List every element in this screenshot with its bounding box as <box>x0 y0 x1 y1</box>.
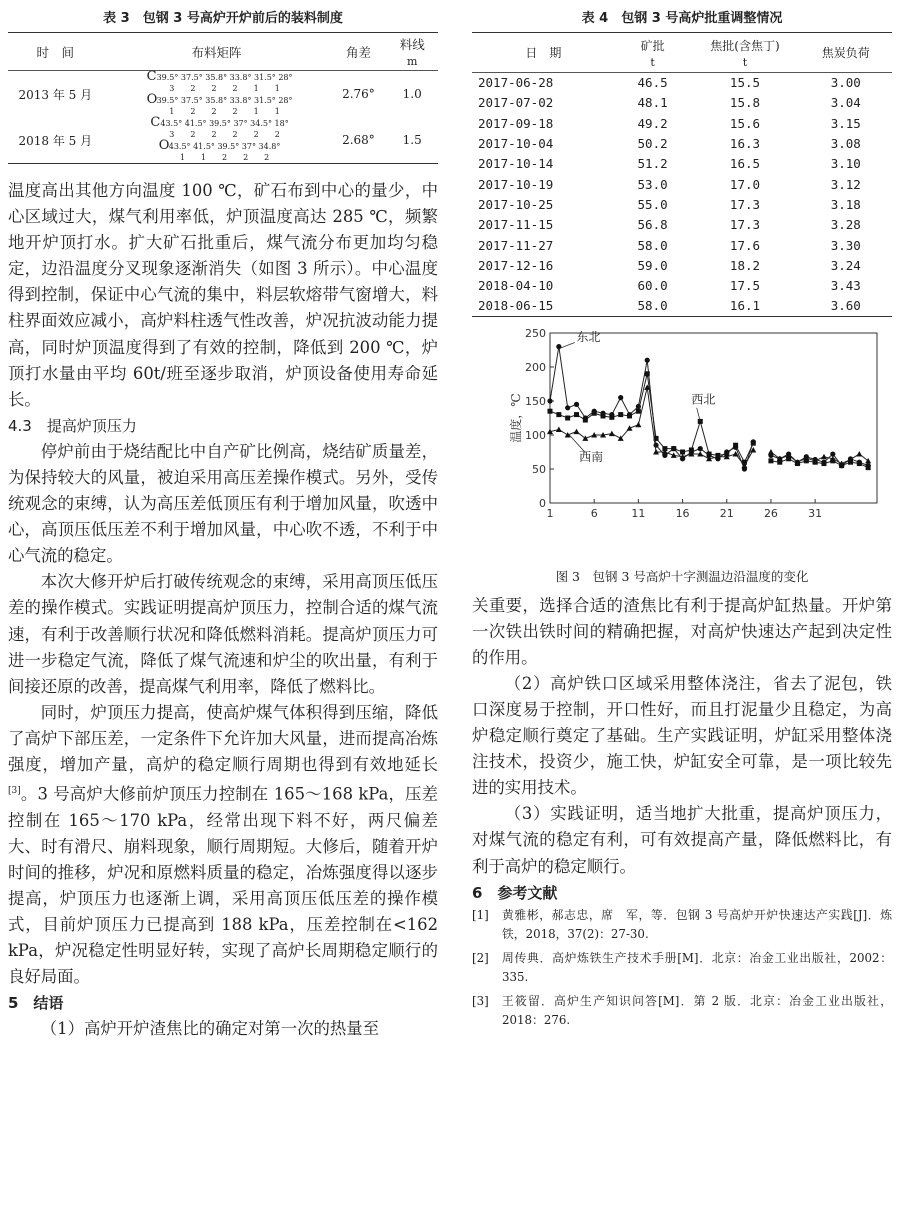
table-row <box>472 215 892 235</box>
table3-caption: 表 3 包钢 3 号高炉开炉前后的装料制度 <box>103 11 343 26</box>
series-label-dongbei: 东北 <box>576 329 601 344</box>
citation-ref[interactable]: [3] <box>8 786 21 797</box>
t4-ore: 53.0 <box>637 176 668 192</box>
figure-3 <box>472 325 892 565</box>
data-point <box>565 432 571 438</box>
data-point <box>821 461 826 466</box>
paragraph: 关重要，选择合适的渣焦比有利于提高炉缸热量。开炉第一次铁出铁时间的精确把握，对高炉快速达产起到决定性的作用。 <box>472 595 892 667</box>
right-column <box>472 0 892 1035</box>
t4-load: 3.00 <box>830 75 861 91</box>
section-heading-5 <box>8 990 438 1016</box>
t4-date: 2017-10-25 <box>478 196 554 212</box>
o-counts: 1 2 2 2 1 1 <box>169 107 280 116</box>
t4-ore: 50.2 <box>637 136 668 152</box>
t3-header-angle: 角差 <box>331 33 387 71</box>
data-point <box>707 451 712 456</box>
reference-text: 周传典．高炉炼铁生产技术手册[M]．北京：冶金工业出版社，2002：335. <box>502 950 892 984</box>
t3-date: 2018 年 5 月 <box>18 133 93 148</box>
t4-coke: 17.3 <box>729 217 761 233</box>
table-row <box>472 73 892 93</box>
section-heading-4-3: 4.3 提高炉顶压力 <box>8 416 137 435</box>
table-row <box>472 113 892 133</box>
t3-header-line-unit: m <box>406 55 418 68</box>
y-tick-label: 0 <box>539 496 546 510</box>
table-row <box>472 174 892 194</box>
t4-header-coke-label: 焦批(含焦丁) <box>710 38 780 53</box>
t4-load: 3.15 <box>830 115 861 131</box>
t4-coke: 15.6 <box>729 115 761 131</box>
t4-load: 3.30 <box>830 237 861 253</box>
table4-body <box>472 73 892 317</box>
data-point <box>618 395 623 400</box>
data-point <box>556 344 561 349</box>
data-point <box>768 458 773 463</box>
t4-load: 3.12 <box>830 176 861 192</box>
t4-coke: 16.3 <box>729 136 761 152</box>
series-label-xinan: 西南 <box>579 449 604 464</box>
data-point <box>583 417 588 422</box>
c-counts: 3 2 2 2 2 2 <box>169 130 280 139</box>
c-counts: 3 2 2 2 1 1 <box>169 84 280 93</box>
t4-date: 2018-06-15 <box>478 298 554 314</box>
t4-coke: 15.8 <box>729 95 761 111</box>
o-angles: 39.5° 37.5° 35.8° 33.8° 31.5° 28° <box>156 96 293 105</box>
t4-coke: 17.5 <box>729 278 761 294</box>
t4-ore: 59.0 <box>637 257 668 273</box>
data-point <box>548 408 553 413</box>
paragraph: （2）高炉铁口区域采用整体浇注，省去了泥包，铁口深度易于控制，开口性好，而且打泥量少且稳定，为高炉稳定顺行奠定了基础。生产实践证明，炉缸采用整体浇注技术，投资少，施工快，炉缸安全可靠，是一项比较先进的实用技术。 <box>472 673 892 798</box>
paragraph-part: 。3 号高炉大修前炉顶压力控制在 165～168 kPa，压差控制在 165～170 kPa，经常出现下料不好，两尺偏差大、时有滑尺、崩料现象，顺行周期短。大修后，随着开炉时间的推移，炉况和原燃料质量的稳定，冶炼强度得以逐步提高，炉顶压力也逐渐上调，采用高顶压低压差的操作模式，目前炉顶压力已提高到 188 kPa，压差控制在<162 kPa，炉况稳定性明显好转，实现了高炉长周期稳定顺行的良好局面。 <box>8 784 438 987</box>
x-tick-label: 6 <box>590 506 598 520</box>
t4-header-ore-label: 矿批 <box>640 38 665 53</box>
t3-header-line <box>386 33 438 71</box>
left-body <box>8 178 438 1042</box>
table4 <box>472 32 892 317</box>
t3-date: 2013 年 5 月 <box>18 87 93 102</box>
matrix-symbol-o: O <box>158 138 170 153</box>
t4-date: 2018-04-10 <box>478 278 554 294</box>
table-row <box>472 235 892 255</box>
t4-coke: 16.1 <box>729 298 761 314</box>
t4-coke: 18.2 <box>729 257 761 273</box>
paragraph: 停炉前由于烧结配比中自产矿比例高，烧结矿质量差，为保持较大的风量，被迫采用高压差操作模式。另外，受传统观念的束缚，认为高压差低顶压有利于增加风量，吹透中心，高顶压低压差不利于增加风量，中心吹不透，不利于中心气流的稳定。 <box>8 441 438 566</box>
paragraph: （1）高炉开炉渣焦比的确定对第一次的热量至 <box>40 1019 380 1039</box>
data-point <box>574 412 579 417</box>
data-point <box>627 425 633 431</box>
t3-header-time: 时 间 <box>8 33 103 71</box>
table-row <box>8 117 438 164</box>
o-angles: 43.5° 41.5° 39.5° 37° 34.8° <box>168 142 281 151</box>
data-point <box>733 442 738 447</box>
t4-load: 3.08 <box>830 136 861 152</box>
data-point <box>680 449 685 454</box>
t3-header-line-label: 料线 <box>399 37 425 52</box>
data-point <box>565 405 570 410</box>
data-point <box>768 449 774 455</box>
table-row <box>472 255 892 275</box>
series-line <box>771 452 868 464</box>
data-point <box>856 451 862 456</box>
table-row <box>472 154 892 174</box>
t4-ore: 58.0 <box>637 298 668 314</box>
t3-matrix <box>103 71 331 118</box>
section-heading-6-text: 6 参考文献 <box>472 883 558 902</box>
paragraph-part: 同时，炉顶压力提高，使高炉煤气体积得到压缩，降低了高炉下部压差，一定条件下允许加大风量，进而提高冶炼强度，增加产量，高炉的稳定顺行周期也得到有效地延长 <box>8 702 438 774</box>
data-point <box>636 408 641 413</box>
reference-number: [3] <box>472 993 489 1008</box>
reference-text: 黄雅彬，郝志忠，席 军，等．包钢 3 号高炉开炉快速达产实践[J]．炼铁，2018，37(2)：27-30. <box>502 907 892 941</box>
y-tick-label: 100 <box>525 428 546 442</box>
paragraph <box>8 700 438 991</box>
t4-coke: 17.0 <box>729 176 761 192</box>
t4-coke: 16.5 <box>729 156 761 172</box>
paragraph: 本次大修开炉后打破传统观念的束缚，采用高顶压低压差的操作模式。实践证明提高炉顶压力，控制合适的煤气流速，有利于改善顺行状况和降低燃料消耗。提高炉顶压力可进一步稳定气流，降低了煤气流速和炉尘的吹出量，有利于间接还原的改善，提高煤气利用率，降低了燃料比。 <box>8 572 438 696</box>
y-tick-label: 200 <box>525 360 546 374</box>
t4-ore: 46.5 <box>637 75 668 91</box>
table-row <box>8 71 438 118</box>
t4-load: 3.43 <box>830 278 861 294</box>
c-angles: 43.5° 41.5° 39.5° 37° 34.5° 18° <box>160 119 289 128</box>
data-point <box>609 414 614 419</box>
data-point <box>751 440 756 445</box>
t4-ore: 48.1 <box>637 95 668 111</box>
y-tick-label: 50 <box>532 462 546 476</box>
table-row <box>472 296 892 316</box>
data-point <box>556 426 562 432</box>
t4-load: 3.10 <box>830 156 861 172</box>
t4-date: 2017-11-15 <box>478 217 554 233</box>
t4-load: 3.24 <box>830 257 861 273</box>
t4-coke: 17.6 <box>729 237 761 253</box>
t4-date: 2017-09-18 <box>478 115 554 131</box>
y-tick-label: 250 <box>525 326 546 340</box>
x-tick-label: 1 <box>546 506 554 520</box>
t4-date: 2017-11-27 <box>478 237 554 253</box>
data-point <box>627 413 632 418</box>
left-column <box>8 0 438 1042</box>
data-point <box>609 430 615 436</box>
data-point <box>556 412 561 417</box>
t4-date: 2017-12-16 <box>478 257 554 273</box>
t4-ore: 49.2 <box>637 115 668 131</box>
t4-ore: 55.0 <box>637 196 668 212</box>
t3-angle: 2.68° <box>342 133 375 147</box>
t4-ore: 58.0 <box>637 237 668 253</box>
reference-text: 王筱留．高炉生产知识问答[M]．第 2 版．北京：冶金工业出版社，2018：276. <box>502 993 892 1027</box>
x-tick-label: 16 <box>675 506 690 520</box>
t4-date: 2017-06-28 <box>478 75 554 91</box>
reference-list <box>472 906 892 1030</box>
data-point <box>645 357 650 362</box>
matrix-symbol-o: O <box>146 92 158 107</box>
leader-line <box>561 342 575 347</box>
table-row <box>472 133 892 153</box>
reference-item <box>472 906 892 944</box>
o-counts: 1 1 2 2 2 <box>179 153 270 162</box>
t4-header-ore <box>615 33 691 73</box>
t4-load: 3.60 <box>830 298 861 314</box>
data-point <box>618 412 623 417</box>
data-point <box>592 410 597 415</box>
temperature-line-chart <box>472 325 892 565</box>
plot-frame <box>550 333 877 503</box>
t4-date: 2017-07-02 <box>478 95 554 111</box>
t4-coke: 17.3 <box>729 196 761 212</box>
data-point <box>565 415 570 420</box>
data-point <box>574 401 579 406</box>
series-label-xibei: 西北 <box>691 392 716 407</box>
data-point <box>821 453 827 459</box>
right-body <box>472 593 892 906</box>
t4-load: 3.18 <box>830 196 861 212</box>
t4-ore: 51.2 <box>637 156 668 172</box>
matrix-symbol-c: C <box>150 115 161 130</box>
t4-coke: 15.5 <box>729 75 761 91</box>
reference-item <box>472 949 892 987</box>
t3-matrix <box>103 117 331 164</box>
data-point <box>671 452 677 458</box>
data-point <box>635 421 641 427</box>
t4-date: 2017-10-14 <box>478 156 554 172</box>
data-point <box>698 446 703 451</box>
section-heading-6 <box>472 880 892 906</box>
t3-header-matrix: 布料矩阵 <box>103 33 331 71</box>
t3-line: 1.5 <box>402 133 422 147</box>
matrix-symbol-c: C <box>146 69 157 84</box>
data-point <box>601 413 606 418</box>
table-row <box>472 194 892 214</box>
c-angles: 39.5° 37.5° 35.8° 33.8° 31.5° 28° <box>156 73 293 82</box>
t4-header-load: 焦炭负荷 <box>800 33 892 73</box>
data-point <box>671 446 676 451</box>
t4-header-date: 日 期 <box>472 33 615 73</box>
t3-line: 1.0 <box>402 87 422 101</box>
data-point <box>857 461 862 466</box>
x-tick-label: 31 <box>808 506 823 520</box>
x-tick-label: 26 <box>763 506 778 520</box>
x-tick-label: 11 <box>631 506 646 520</box>
table4-caption: 表 4 包钢 3 号高炉批重调整情况 <box>581 11 783 26</box>
figure-caption: 图 3 包钢 3 号高炉十字测温边沿温度的变化 <box>555 568 809 584</box>
reference-number: [2] <box>472 950 489 965</box>
paragraph: （3）实践证明，适当地扩大批重，提高炉顶压力，对煤气流的稳定有利，可有效提高产量，降低燃料比，有利于高炉的稳定顺行。 <box>472 804 892 876</box>
table-row <box>472 93 892 113</box>
reference-number: [1] <box>472 907 489 922</box>
t4-date: 2017-10-19 <box>478 176 554 192</box>
t4-load: 3.04 <box>830 95 861 111</box>
t4-ore: 60.0 <box>637 278 668 294</box>
data-point <box>645 371 650 376</box>
data-point <box>547 398 552 403</box>
t4-header-coke <box>690 33 799 73</box>
t4-load: 3.28 <box>830 217 861 233</box>
t4-ore: 56.8 <box>637 217 668 233</box>
t4-header-ore-unit: t <box>650 55 655 69</box>
y-tick-label: 150 <box>525 394 546 408</box>
table-row <box>472 275 892 295</box>
paragraph: 温度高出其他方向温度 100 ℃，矿石布到中心的量少，中心区域过大，煤气利用率低，炉顶温度高达 285 ℃，频繁地开炉顶打水。扩大矿石批重后，煤气流分布更加均匀稳定，边沿温度分叉现象逐渐消失（如图 3 所示）。中心温度得到控制，保证中心气流的集中，料层软熔带气窗增大，料柱界面效应减小，高炉料柱透气性改善，炉况抗波动能力提高，同时炉顶温度得到了有效的控制，降低到 200 ℃，炉顶打水量由平均 60t/班至逐步取消，炉顶设备使用寿命延长。 <box>8 181 438 409</box>
y-axis-label: 温度，℃ <box>509 392 523 443</box>
table3 <box>8 32 438 164</box>
reference-item <box>472 992 892 1030</box>
data-point <box>866 465 871 470</box>
t3-angle: 2.76° <box>342 87 375 101</box>
t4-date: 2017-10-04 <box>478 136 554 152</box>
x-tick-label: 21 <box>719 506 734 520</box>
data-point <box>574 428 580 434</box>
data-point <box>653 442 658 447</box>
t4-header-coke-unit: t <box>742 55 748 69</box>
section-heading-5-text: 5 结语 <box>8 994 64 1013</box>
